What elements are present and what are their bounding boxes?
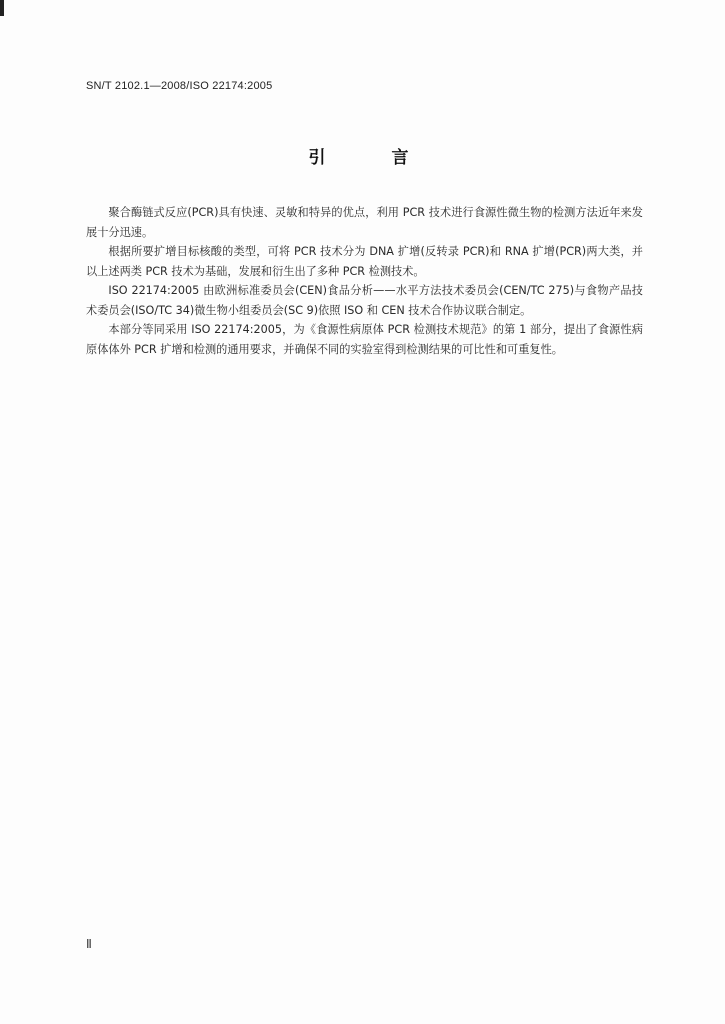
- paragraph-scope: 本部分等同采用 ISO 22174:2005，为《食源性病原体 PCR 检测技术规范》的第 1 部分，提出了食源性病原体体外 PCR 扩增和检测的通用要求，并确保不同的实验室得到检测结果的可比性和可重复性。: [86, 323, 643, 356]
- scan-edge-mark: [0, 0, 4, 16]
- introduction-body: [86, 203, 643, 359]
- paragraph-pcr-overview: 聚合酶链式反应(PCR)具有快速、灵敏和特异的优点，利用 PCR 技术进行食源性微生物的检测方法近年来发展十分迅速。: [86, 206, 643, 239]
- standard-number-header: SN/T 2102.1—2008/ISO 22174:2005: [86, 80, 273, 92]
- paragraph-pcr-types: 根据所要扩增目标核酸的类型，可将 PCR 技术分为 DNA 扩增(反转录 PCR)和 RNA 扩增(PCR)两大类，并以上述两类 PCR 技术为基础，发展和衍生出了多种 PCR 检测技术。: [86, 245, 643, 278]
- page-number: Ⅱ: [86, 937, 92, 951]
- paragraph-iso-origin: ISO 22174:2005 由欧洲标准委员会(CEN)食品分析——水平方法技术委员会(CEN/TC 275)与食物产品技术委员会(ISO/TC 34)微生物小组委员会(SC 9)依照 ISO 和 CEN 技术合作协议联合制定。: [86, 284, 643, 317]
- page-title: 引 言: [308, 148, 439, 168]
